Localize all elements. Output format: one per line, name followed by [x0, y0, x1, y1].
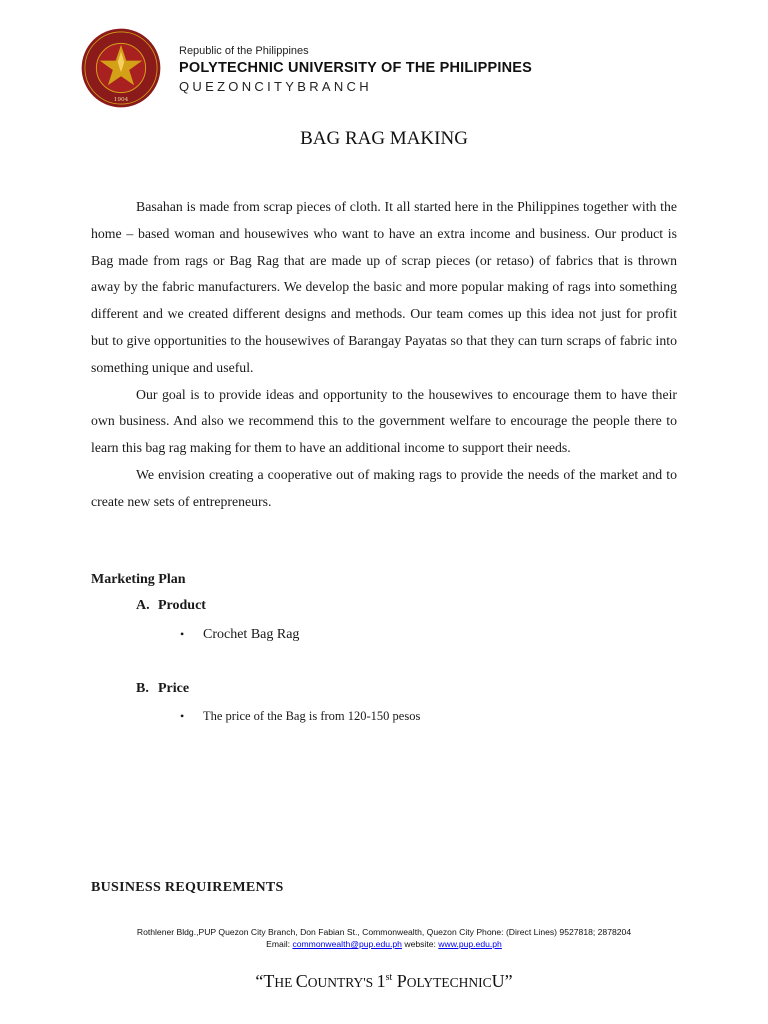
- bullet-icon: •: [180, 709, 185, 723]
- business-requirements-heading: BUSINESS REQUIREMENTS: [91, 880, 284, 895]
- list-item: [180, 709, 420, 724]
- email-link[interactable]: commonwealth@pup.edu.ph: [292, 939, 402, 949]
- pup-seal-logo: [80, 27, 162, 109]
- list-item-text: Crochet Bag Rag: [203, 627, 300, 642]
- motto: “THE COUNTRY'S 1st POLYTECHNICU”: [255, 971, 513, 991]
- paragraph-1: Basahan is made from scrap pieces of cloth. It all started here in the Philippines together with the home – based woman and housewives who want to have an extra income and business. Our product is Bag made from rags or Bag Rag that are made up of scrap pieces (or retaso) of fabrics that is thrown away by the fabric manufacturers. We develop the basic and more popular making of rags into something different and we created different designs and methods. Our team comes up this idea not just for profit but to give opportunities to the housewives of Barangay Payatas so that they can turn scraps of fabric into something unique and useful.: [91, 199, 677, 375]
- document-title: BAG RAG MAKING: [300, 128, 468, 149]
- section-letter: A.: [136, 598, 150, 613]
- website-link[interactable]: www.pup.edu.ph: [438, 939, 502, 949]
- marketing-plan-heading: Marketing Plan: [91, 572, 186, 587]
- website-label: website:: [404, 939, 436, 949]
- section-letter: B.: [136, 681, 149, 696]
- branch-name: QUEZONCITYBRANCH: [179, 79, 372, 94]
- paragraph-2: Our goal is to provide ideas and opportunity to the housewives to encourage them to have their own business. And also we recommend this to the government welfare to encourage the people there to learn this bag rag making for them to have an additional income to support their needs.: [91, 386, 677, 456]
- bullet-icon: •: [180, 627, 185, 641]
- seal-year: 1904: [113, 96, 129, 103]
- paragraph-3: We envision creating a cooperative out of making rags to provide the needs of the market and to create new sets of entrepreneurs.: [91, 466, 677, 509]
- footer-contact: [0, 939, 768, 949]
- footer-address: Rothlener Bldg.,PUP Quezon City Branch, Don Fabian St., Commonwealth, Quezon City Phone: (Direct Lines) 9527818; 2878204: [136, 927, 632, 937]
- section-price: [136, 681, 189, 697]
- list-item: [180, 627, 299, 643]
- section-product: [136, 598, 206, 614]
- list-item-text: The price of the Bag is from 120-150 pesos: [203, 709, 421, 723]
- section-label: Product: [158, 598, 206, 613]
- republic-label: Republic of the Philippines: [179, 45, 309, 57]
- body-text: [91, 194, 677, 516]
- university-name: POLYTECHNIC UNIVERSITY OF THE PHILIPPINES: [179, 60, 533, 76]
- email-label: Email:: [266, 939, 291, 949]
- section-label: Price: [158, 681, 190, 696]
